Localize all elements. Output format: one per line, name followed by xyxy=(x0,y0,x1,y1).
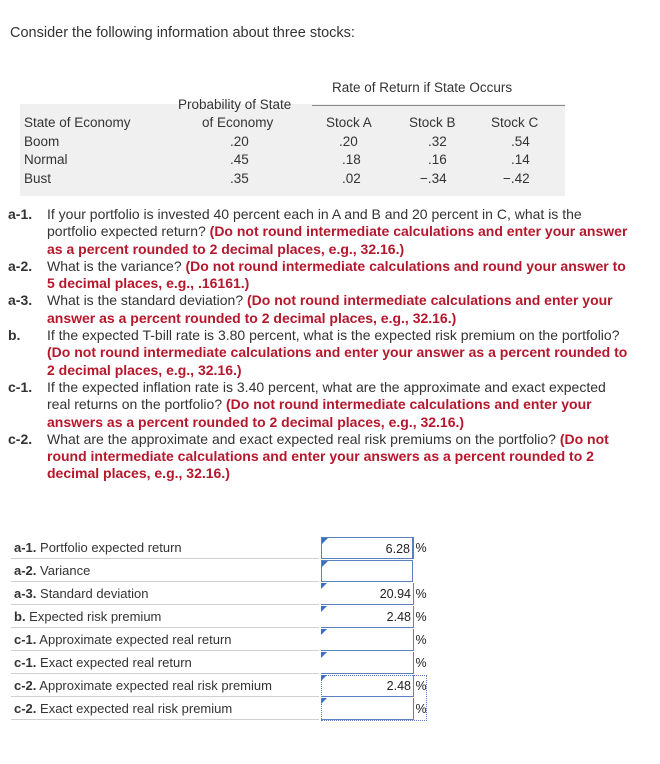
row-probability: .35 xyxy=(230,171,249,186)
rate-of-return-header: Rate of Return if State Occurs xyxy=(332,80,513,95)
row-stock-c: .54 xyxy=(511,134,530,149)
answer-label: a-1. Portfolio expected return xyxy=(11,537,319,559)
answer-label: a-3. Standard deviation xyxy=(11,583,319,605)
answer-row-standard-deviation xyxy=(11,583,427,606)
row-state: Normal xyxy=(24,152,68,167)
answer-row-expected-risk-premium xyxy=(11,606,427,629)
stock-b-header: Stock B xyxy=(409,115,456,130)
question-item xyxy=(8,379,633,431)
question-label: c-2. xyxy=(8,430,33,447)
row-stock-b: .16 xyxy=(428,152,447,167)
answer-row-exact-real-return xyxy=(11,652,427,675)
question-text: What is the standard deviation? (Do not round intermediate calculations and enter your answer as a percent rounded to 2 decimal places, e.g., 32.16.) xyxy=(47,292,613,326)
percent-unit: % xyxy=(413,629,428,651)
row-stock-b: −.34 xyxy=(420,171,447,186)
stock-a-header: Stock A xyxy=(326,115,372,130)
standard-deviation-input[interactable]: 20.94 xyxy=(321,583,413,605)
question-label: c-1. xyxy=(8,378,33,395)
question-text: What are the approximate and exact expected real risk premiums on the portfolio? (Do not round intermediate calculations and enter your answers as a percent rounded to 2 decimal places, e.g., 32.16.) xyxy=(47,430,609,482)
question-text: What is the variance? (Do not round intermediate calculations and round your answer to 5 decimal places, e.g., .16161.) xyxy=(47,257,626,292)
input-marker-icon xyxy=(322,561,328,567)
row-stock-c: −.42 xyxy=(503,171,530,186)
exact-real-risk-premium-input[interactable] xyxy=(321,698,413,720)
input-marker-icon xyxy=(321,698,327,704)
question-item xyxy=(8,206,633,258)
answer-row-exact-real-risk-premium xyxy=(11,698,427,721)
stock-returns-table xyxy=(20,78,565,196)
question-instruction: (Do not round intermediate calculations and enter your answer as a percent rounded to 2 decimal places, e.g., 32.16.) xyxy=(47,292,613,326)
row-stock-c: .14 xyxy=(511,152,530,167)
question-item xyxy=(8,327,633,379)
row-stock-a: .20 xyxy=(339,134,358,149)
expected-risk-premium-input[interactable]: 2.48 xyxy=(321,606,413,628)
answer-label: c-2. Exact expected real risk premium xyxy=(11,698,319,720)
question-instruction: (Do not round intermediate calculations and enter your answers as a percent rounded to 2 decimal places, e.g., 32.16.) xyxy=(47,430,609,482)
answer-row-portfolio-expected-return xyxy=(11,537,427,560)
stock-c-header: Stock C xyxy=(491,115,539,130)
question-instruction: (Do not round intermediate calculations and enter your answer as a percent rounded to 2 decimal places, e.g., 32.16.) xyxy=(47,344,628,378)
answer-label: b. Expected risk premium xyxy=(11,606,319,628)
answer-row-approx-real-return xyxy=(11,629,427,652)
answer-label: a-2. Variance xyxy=(11,560,319,582)
approx-real-return-input[interactable] xyxy=(321,629,413,651)
input-marker-icon xyxy=(321,629,327,635)
question-text: If the expected T-bill rate is 3.80 percent, what is the expected risk premium on the portfolio? (Do not round intermediate calculations and enter your answer as a percent rounded to 2 decimal places, e.g., 32.16.) xyxy=(47,327,628,378)
probability-header-line2: of Economy xyxy=(202,115,274,130)
input-marker-icon xyxy=(321,583,327,589)
row-stock-b: .32 xyxy=(428,134,447,149)
question-item xyxy=(8,258,633,293)
percent-unit: % xyxy=(413,537,428,559)
answer-row-approx-real-risk-premium xyxy=(11,675,427,698)
question-text: If your portfolio is invested 40 percent each in A and B and 20 percent in C, what is the portfolio expected return? (Do not round intermediate calculations and enter your answer as a percent rounded to 2 decimal places, e.g., 32.16.) xyxy=(47,206,628,257)
variance-input[interactable] xyxy=(321,560,413,582)
question-instruction: (Do not round intermediate calculations and round your answer to 5 decimal places, e.g., .16161.) xyxy=(47,257,626,292)
percent-unit: % xyxy=(413,652,428,674)
question-text: If the expected inflation rate is 3.40 percent, what are the approximate and exact expected real returns on the portfolio? (Do not round intermediate calculations and enter your answers as a percent rounded to 2 decimal places, e.g., 32.16.) xyxy=(47,378,606,430)
question-instruction: (Do not round intermediate calculations and enter your answer as a percent rounded to 2 decimal places, e.g., 32.16.) xyxy=(47,223,628,257)
percent-unit: % xyxy=(413,698,428,720)
percent-unit: % xyxy=(413,675,428,697)
exact-real-return-input[interactable] xyxy=(321,652,413,674)
input-marker-icon xyxy=(321,606,327,612)
row-probability: .20 xyxy=(230,134,249,149)
question-label: a-1. xyxy=(8,206,33,222)
question-label: a-3. xyxy=(8,292,33,309)
portfolio-expected-return-input[interactable]: 6.28 xyxy=(321,537,413,559)
answer-row-variance xyxy=(11,560,416,583)
state-header: State of Economy xyxy=(24,115,131,130)
intro-text: Consider the following information about three stocks: xyxy=(10,25,355,41)
question-list xyxy=(8,206,633,483)
row-state: Bust xyxy=(24,171,52,186)
question-item xyxy=(8,292,633,327)
probability-header-line1: Probability of State xyxy=(178,97,292,112)
row-state: Boom xyxy=(24,134,60,149)
question-instruction: (Do not round intermediate calculations and enter your answers as a percent rounded to 2 decimal places, e.g., 32.16.) xyxy=(47,396,592,430)
answer-label: c-2. Approximate expected real risk premium xyxy=(11,675,319,697)
question-item xyxy=(8,431,633,483)
percent-unit: % xyxy=(413,583,428,605)
header-rule xyxy=(312,105,565,106)
percent-unit: % xyxy=(413,606,428,628)
approx-real-risk-premium-input[interactable]: 2.48 xyxy=(321,675,413,697)
input-marker-icon xyxy=(321,652,327,658)
row-stock-a: .02 xyxy=(342,171,361,186)
input-marker-icon xyxy=(321,675,327,681)
question-label: a-2. xyxy=(8,257,33,274)
row-probability: .45 xyxy=(230,152,249,167)
question-label: b. xyxy=(8,327,21,344)
answer-label: c-1. Exact expected real return xyxy=(11,652,319,674)
answer-label: c-1. Approximate expected real return xyxy=(11,629,319,651)
row-stock-a: .18 xyxy=(342,152,361,167)
input-marker-icon xyxy=(322,538,328,544)
